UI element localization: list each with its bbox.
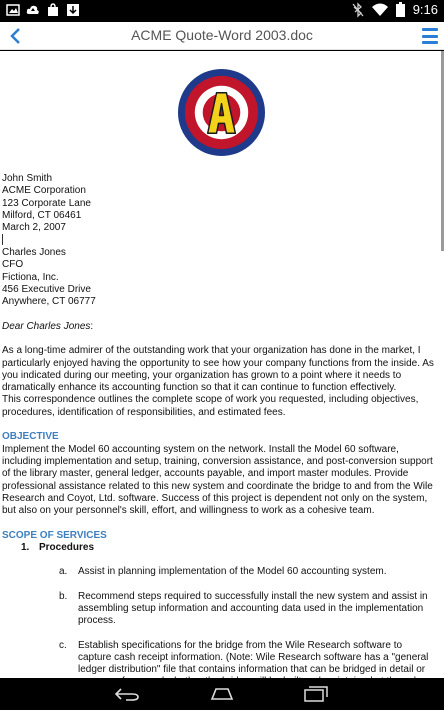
procedures-number: 1. xyxy=(21,542,30,554)
recipient-company: Fictiona, Inc. xyxy=(2,271,59,283)
salutation-colon: : xyxy=(90,320,94,332)
objective-paragraph: Implement the Model 60 accounting system on the network. Install the Model 60 software, including implementation and setup, training, conversion assistance, and post-conversion support of the library master, general ledger, accounts payable, and import master modules. Provide professional assistance related to this new system and coordinate the bridge to and from the Wile Research and Coyot, Ltd. software. Success of this project is dependent not only on the system, but also on your personnel's skill, effort, and willingness to work as a cohesive team. xyxy=(2,443,433,517)
system-icons xyxy=(352,2,438,17)
menu-icon xyxy=(422,28,438,31)
sender-street: 123 Corporate Lane xyxy=(2,197,91,209)
wifi-icon xyxy=(372,3,388,17)
text-cursor-line xyxy=(2,234,438,246)
list-item-label: c. xyxy=(59,639,67,651)
recipient-city: Anywhere, CT 06777 xyxy=(2,296,96,308)
bluetooth-off-icon xyxy=(352,3,364,17)
recipient-street: 456 Executive Drive xyxy=(2,283,91,295)
procedures-label: Procedures xyxy=(39,542,95,554)
back-nav-button[interactable] xyxy=(107,682,147,706)
image-icon xyxy=(6,3,20,17)
recipient-name: Charles Jones xyxy=(2,246,66,258)
document-body xyxy=(2,173,438,701)
spacer xyxy=(2,308,438,320)
list-item-label: b. xyxy=(59,590,68,602)
menu-icon-bar xyxy=(422,35,438,38)
list-item-text: Establish specifications for the bridge from the Wile Research software to capture cash receipt information. (Note: Wile Research software has a "general ledger distribution" file that contains information that can be bridged in detail or xyxy=(78,639,429,676)
spacer xyxy=(2,517,438,529)
download-icon xyxy=(66,3,80,17)
home-nav-icon xyxy=(208,688,236,700)
sender-company: ACME Corporation xyxy=(2,185,86,197)
list-item xyxy=(2,566,438,578)
sender-name: John Smith xyxy=(2,173,53,184)
cloud-upload-icon xyxy=(26,3,40,17)
intro-paragraph-2: This correspondence outlines the complete scope of work you requested, including objectives, procedures, identification of responsibilities, and estimated fees. xyxy=(2,394,419,418)
spacer xyxy=(2,628,438,634)
back-nav-icon xyxy=(114,687,140,701)
navigation-bar xyxy=(0,678,444,710)
list-item-text: Recommend steps required to successfully install the new system and assist in assembling setup information and accounting data used in the implementation process. xyxy=(78,590,428,627)
intro-paragraph: As a long-time admirer of the outstanding work that your organization has done in the market, I particularly enjoyed having the opportunity to see how your company functions from the inside. As you indicated during our meeting, your organization has grown to a point where it needs to dramatically enhance its accounting function so that it can continue to function effectively. xyxy=(2,345,434,394)
notification-icons xyxy=(6,3,80,17)
app-bar xyxy=(0,22,444,50)
list-item xyxy=(2,591,438,628)
document-title: ACME Quote-Word 2003.doc xyxy=(131,27,313,43)
bag-icon xyxy=(46,3,60,17)
recents-nav-icon xyxy=(303,686,329,702)
recents-nav-button[interactable] xyxy=(296,682,336,706)
recipient-title: CFO xyxy=(2,259,24,271)
battery-icon xyxy=(396,2,405,17)
status-bar xyxy=(0,0,444,22)
salutation xyxy=(2,321,438,333)
spacer xyxy=(2,333,438,345)
menu-button[interactable] xyxy=(422,25,438,47)
menu-icon-bar xyxy=(422,41,438,44)
spacer xyxy=(2,579,438,585)
list-item-label: a. xyxy=(59,566,68,578)
acme-logo xyxy=(177,68,266,157)
letter-date: March 2, 2007 xyxy=(2,222,66,234)
procedures-title xyxy=(2,542,438,554)
objective-heading: OBJECTIVE xyxy=(2,431,59,443)
sender-city: Milford, CT 06461 xyxy=(2,209,82,221)
status-time: 9:16 xyxy=(412,2,438,17)
salutation-name: Dear Charles Jones xyxy=(2,320,91,332)
text-cursor xyxy=(2,234,3,245)
spacer xyxy=(2,554,438,560)
list-item-text: Assist in planning implementation of the Model 60 accounting system. xyxy=(78,566,387,578)
document-viewer[interactable] xyxy=(0,51,444,678)
scope-heading: SCOPE OF SERVICES xyxy=(2,529,107,541)
home-nav-button[interactable] xyxy=(202,682,242,706)
spacer xyxy=(2,419,438,431)
